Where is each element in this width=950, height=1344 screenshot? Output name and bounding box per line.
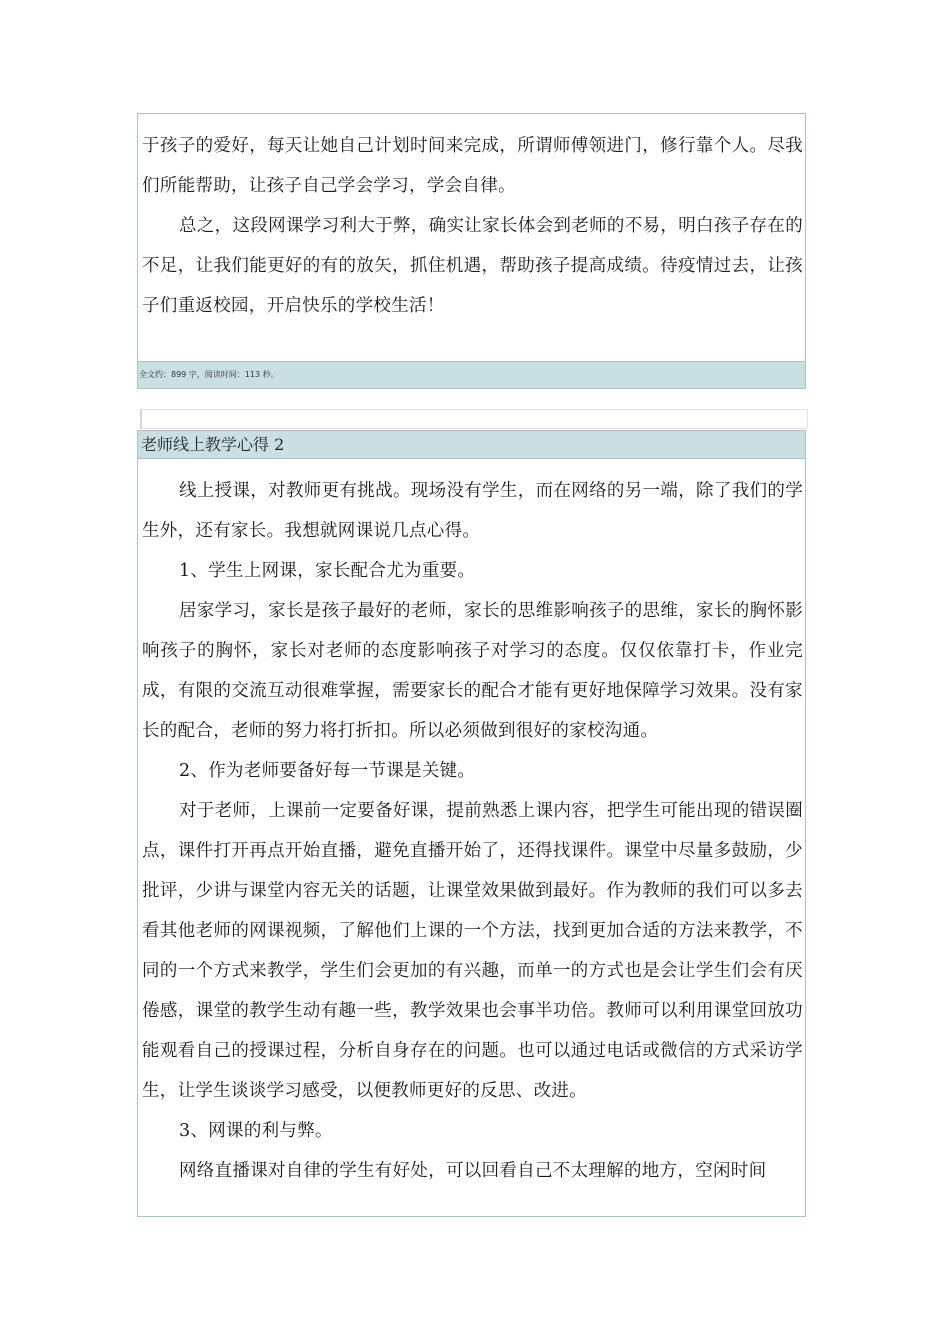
paragraph: 2、作为老师要备好每一节课是关键。 <box>179 761 476 781</box>
section-divider <box>140 409 808 429</box>
paragraph: 于孩子的爱好，每天让她自己计划时间来完成，所谓师傅领进门，修行靠个人。尽我们所能帮助，让孩子自己学会学习，学会自律。 <box>142 136 803 196</box>
word-count-footer: 全文约：899 字，阅读时间：113 秒。 <box>138 361 805 388</box>
paragraph: 总之，这段网课学习利大于弊，确实让家长体会到老师的不易，明白孩子存在的不足，让我们能更好的有的放矢，抓住机遇，帮助孩子提高成绩。待疫情过去，让孩子们重返校园，开启快乐的学校生活！ <box>142 216 803 316</box>
paragraph: 对于老师，上课前一定要备好课，提前熟悉上课内容，把学生可能出现的错误圈点，课件打开再点开始直播，避免直播开始了，还得找课件。课堂中尽量多鼓励，少批评，少讲与课堂内容无关的话题，让课堂效果做到最好。作为教师的我们可以多去看其他老师的网课视频，了解他们上课的一个方法，找到更加合适的方法来教学，不同的一个方式来教学，学生们会更加的有兴趣，而单一的方式也是会让学生们会有厌倦感，课堂的教学生动有趣一些，教学效果也会事半功倍。教师可以利用课堂回放功能观看自己的授课过程，分析自身存在的问题。也可以通过电话或微信的方式采访学生，让学生谈谈学习感受，以便教师更好的反思、改进。 <box>142 801 803 1101</box>
section-1-body <box>142 126 803 326</box>
paragraph: 3、网课的利与弊。 <box>179 1121 333 1141</box>
paragraph: 1、学生上网课，家长配合尤为重要。 <box>179 561 476 581</box>
section-2-body <box>142 471 803 1191</box>
section-title: 老师线上教学心得 2 <box>138 431 805 459</box>
article-section-1 <box>137 113 806 389</box>
paragraph: 网络直播课对自律的学生有好处，可以回看自己不太理解的地方，空闲时间 <box>179 1161 767 1181</box>
paragraph: 居家学习，家长是孩子最好的老师，家长的思维影响孩子的思维，家长的胸怀影响孩子的胸怀，家长对老师的态度影响孩子对学习的态度。仅仅依靠打卡，作业完成，有限的交流互动很难掌握，需要家长的配合才能有更好地保障学习效果。没有家长的配合，老师的努力将打折扣。所以必须做到很好的家校沟通。 <box>142 601 803 741</box>
article-section-2 <box>137 430 806 1217</box>
paragraph: 线上授课，对教师更有挑战。现场没有学生，而在网络的另一端，除了我们的学生外，还有家长。我想就网课说几点心得。 <box>142 481 803 541</box>
